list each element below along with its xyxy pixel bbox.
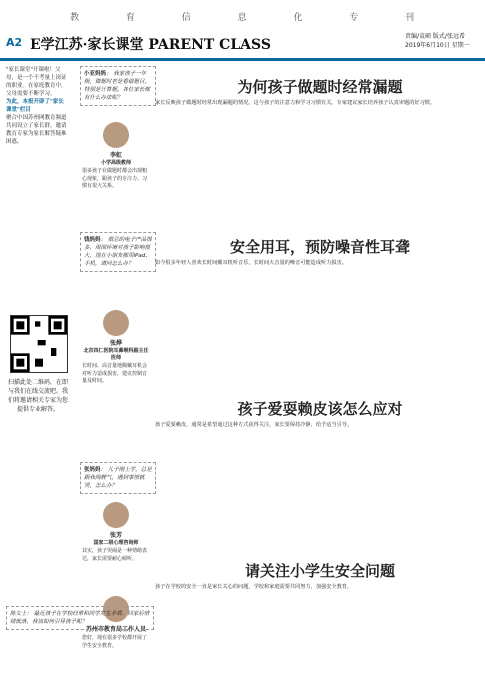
expert-body: 很多孩子在做题时都会出现粗心现象，跟孩子的专注力、习惯有很大关系。: [82, 168, 148, 189]
article: [155, 76, 485, 108]
avatar: [103, 310, 129, 336]
reader-note: 小亚妈妈： 我家孩子一年级，做题时老是看错题目，特别是计算题。各位家长都有什么办法呢？: [80, 66, 156, 106]
article-title: 安全用耳，预防噪音性耳聋: [229, 238, 410, 256]
paper-title: E学江苏·家长课堂 PARENT CLASS: [30, 37, 271, 53]
article-title: 为何孩子做题时经常漏题: [237, 78, 403, 96]
reader-note: 张妈妈： 儿子刚上学，总是跟我闹脾气，遇到事情就哭，怎么办？: [80, 462, 156, 494]
highlight-text: 为此，本报开辟了"家长课堂"栏目: [6, 99, 64, 113]
expert-name: 李虹: [109, 152, 122, 159]
note-text: 我家孩子一年级，做题时老是看错题目，特别是计算题。各位家长都有什么办法呢？: [84, 71, 151, 101]
expert-name: 张烨: [109, 340, 122, 347]
reader-note: 钱妈妈： 很总的电子产品很多，周围环境对孩子影响很大，现在小朋友都用iPad、手机，请问怎么办？: [80, 232, 156, 272]
article-body: 孩子爱耍赖皮，通常是希望通过这种方式获得关注，家长要保持冷静，给予适当引导。: [155, 422, 353, 428]
article: [155, 560, 485, 592]
article: [155, 398, 485, 430]
masthead: [0, 32, 485, 58]
article-body: 如今很多年轻人喜欢长时间戴耳机听音乐，长时间大音量的噪音可能造成听力损害。: [155, 260, 347, 266]
note-tag: 小亚妈妈: [84, 71, 107, 77]
expert-card: [82, 310, 150, 386]
qr-code-icon: [11, 316, 67, 372]
qr-code[interactable]: [10, 315, 68, 373]
intro-text: "家长课堂"开课啦！父母，是一个不考量上岗证的职业。在家庭教育中，父母需要不断学习。: [6, 67, 67, 97]
date-line: 2019年6月10日 星期一: [405, 42, 470, 49]
slogan: 教 育 信 息 化 专 刊: [70, 13, 437, 23]
top-strip: [0, 0, 485, 30]
rest-text: 聚合中国苏州网教育频道共同设立了家长群，邀请教育专家为家长解答疑难困惑。: [6, 115, 67, 145]
article-body: 家长反映孩子做题时经常出现漏题的情况，这与孩子的注意力和学习习惯有关。专家建议家长培养孩子认真审题的好习惯。: [155, 100, 436, 106]
note-tag: 钱妈妈: [84, 237, 101, 243]
expert-body: 您好，现在很多学校都开展了学生安全教育。: [82, 635, 148, 649]
expert-card: [82, 122, 150, 191]
note-text: 儿子刚上学，总是跟我闹脾气，遇到事情就哭，怎么办？: [84, 467, 152, 489]
expert-body: 长时间、高音量地佩戴耳机会对听力造成损害，建议控制音量及时间。: [82, 363, 148, 384]
article-title: 请关注小学生安全问题: [244, 562, 395, 580]
avatar: [103, 502, 129, 528]
expert-name: 张芳: [109, 532, 122, 539]
expert-title: 小学高级教师: [100, 160, 131, 166]
avatar: [103, 122, 129, 148]
left-column: [6, 66, 68, 146]
expert-title: 北京四仁医院耳鼻喉科副主任医师: [83, 348, 149, 361]
note-text: 最近孩子在学校经常和同学发生矛盾，回家后情绪低落，我该如何引导孩子呢？: [10, 611, 150, 625]
expert-name: 苏州市教育局工作人员: [85, 626, 146, 633]
article-title: 孩子爱耍赖皮该怎么应对: [237, 400, 403, 418]
note-text: 很总的电子产品很多，周围环境对孩子影响很大，现在小朋友都用iPad、手机，请问怎么办？: [84, 237, 152, 267]
expert-body: 其实，孩子哭闹是一种情绪表达，家长需要耐心倾听。: [82, 548, 148, 562]
article-body: 孩子在学校的安全一直是家长关心的问题，学校和家庭需要共同努力，加强安全教育。: [155, 584, 353, 590]
article: [155, 236, 485, 268]
note-tag: 陈女士: [10, 611, 27, 617]
expert-title: 国家二级心理咨询师: [93, 540, 139, 546]
masthead-meta: [405, 32, 475, 50]
bottom-note: 陈女士： 最近孩子在学校经常和同学发生矛盾，回家后情绪低落，我该如何引导孩子呢？: [6, 606, 154, 630]
editor-line: 责编/袁硕 版式/张远希: [405, 33, 465, 40]
scan-text: 扫描此处二维码，在即与我们在线交流吧。我们将邀请相关专家为您提供专业解答。: [8, 379, 69, 413]
note-tag: 张妈妈: [84, 467, 101, 473]
header-rule: [0, 58, 485, 61]
expert-card: [82, 502, 150, 563]
page-label: A2: [6, 36, 23, 49]
